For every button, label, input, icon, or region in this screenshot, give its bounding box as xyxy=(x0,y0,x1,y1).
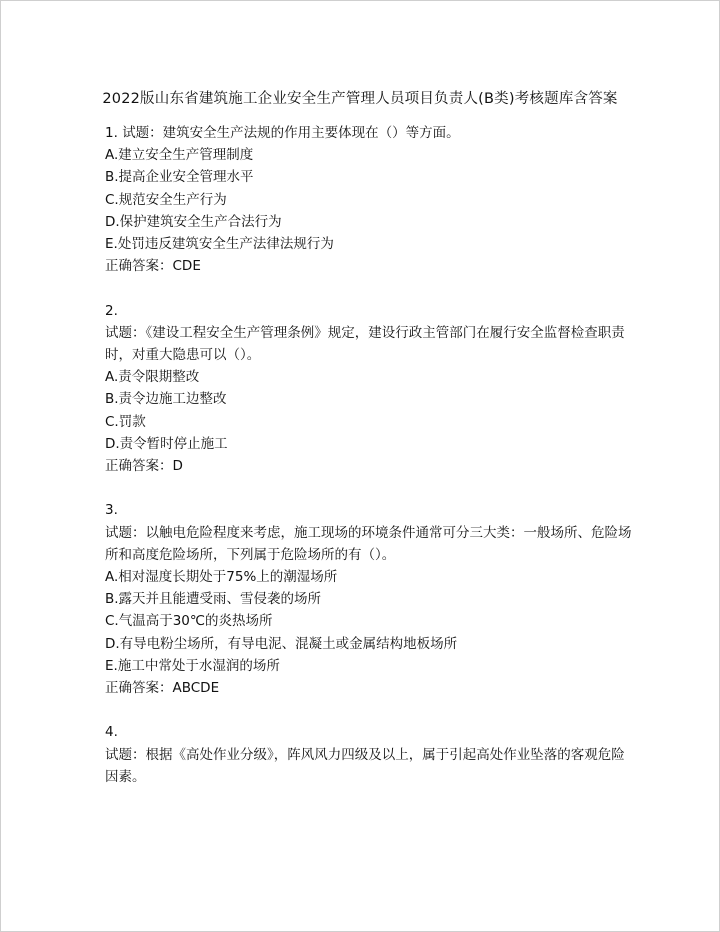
question-3-stem-line-2: 所和高度危险场所，下列属于危险场所的有（）。 xyxy=(105,546,396,563)
question-1-stem xyxy=(105,122,621,144)
question-2-stem-line-2: 时，对重大隐患可以（）。 xyxy=(105,347,261,364)
question-3-answer: 正确答案：ABCDE xyxy=(105,680,220,697)
question-3-option-d: D.有导电粉尘场所，有导电泥、混凝土或金属结构地板场所 xyxy=(105,635,458,652)
question-1-option-d: D.保护建筑安全生产合法行为 xyxy=(105,213,282,230)
question-4 xyxy=(105,721,625,788)
question-4-number: 4. xyxy=(105,724,118,741)
question-2-stem-line-1: 试题：《建设工程安全生产管理条例》规定，建设行政主管部门在履行安全监督检查职责 xyxy=(105,324,625,341)
question-2-option-b: B.责令边施工边整改 xyxy=(105,391,227,408)
question-1-option-b: B.提高企业安全管理水平 xyxy=(105,169,254,186)
question-1-option-a: A.建立安全生产管理制度 xyxy=(105,147,254,164)
question-1 xyxy=(105,122,621,277)
question-2-option-a: A.责令限期整改 xyxy=(105,369,200,386)
question-2-option-c: C.罚款 xyxy=(105,413,146,430)
document-body xyxy=(105,122,632,810)
question-1-number: 1. xyxy=(105,125,118,141)
question-3-option-b: B.露天并且能遭受雨、雪侵袭的场所 xyxy=(105,591,322,608)
question-2-option-d: D.责令暂时停止施工 xyxy=(105,435,228,452)
question-3-option-e: E.施工中常处于水湿润的场所 xyxy=(105,657,280,674)
question-3-stem-line-1: 试题：以触电危险程度来考虑，施工现场的环境条件通常可分三大类：一般场所、危险场 xyxy=(105,524,632,541)
question-2-number: 2. xyxy=(105,302,118,319)
question-2-answer: 正确答案：D xyxy=(105,458,183,475)
question-1-text: 试题：建筑安全生产法规的作用主要体现在（）等方面。 xyxy=(122,125,460,141)
question-1-answer: 正确答案：CDE xyxy=(105,258,201,275)
question-1-option-c: C.规范安全生产行为 xyxy=(105,191,227,208)
question-1-option-e: E.处罚违反建筑安全生产法律法规行为 xyxy=(105,236,334,253)
question-2 xyxy=(105,300,625,478)
question-4-stem-line-2: 因素。 xyxy=(105,768,146,785)
question-3-option-a: A.相对湿度长期处于75%上的潮湿场所 xyxy=(105,569,338,586)
question-4-stem-line-1: 试题：根据《高处作业分级》，阵风风力四级及以上，属于引起高处作业坠落的客观危险 xyxy=(105,746,625,763)
question-3 xyxy=(105,499,632,699)
question-3-number: 3. xyxy=(105,502,118,519)
question-3-option-c: C.气温高于30℃的炎热场所 xyxy=(105,613,273,630)
document-title: 2022版山东省建筑施工企业安全生产管理人员项目负责人(B类)考核题库含答案 xyxy=(102,91,618,107)
